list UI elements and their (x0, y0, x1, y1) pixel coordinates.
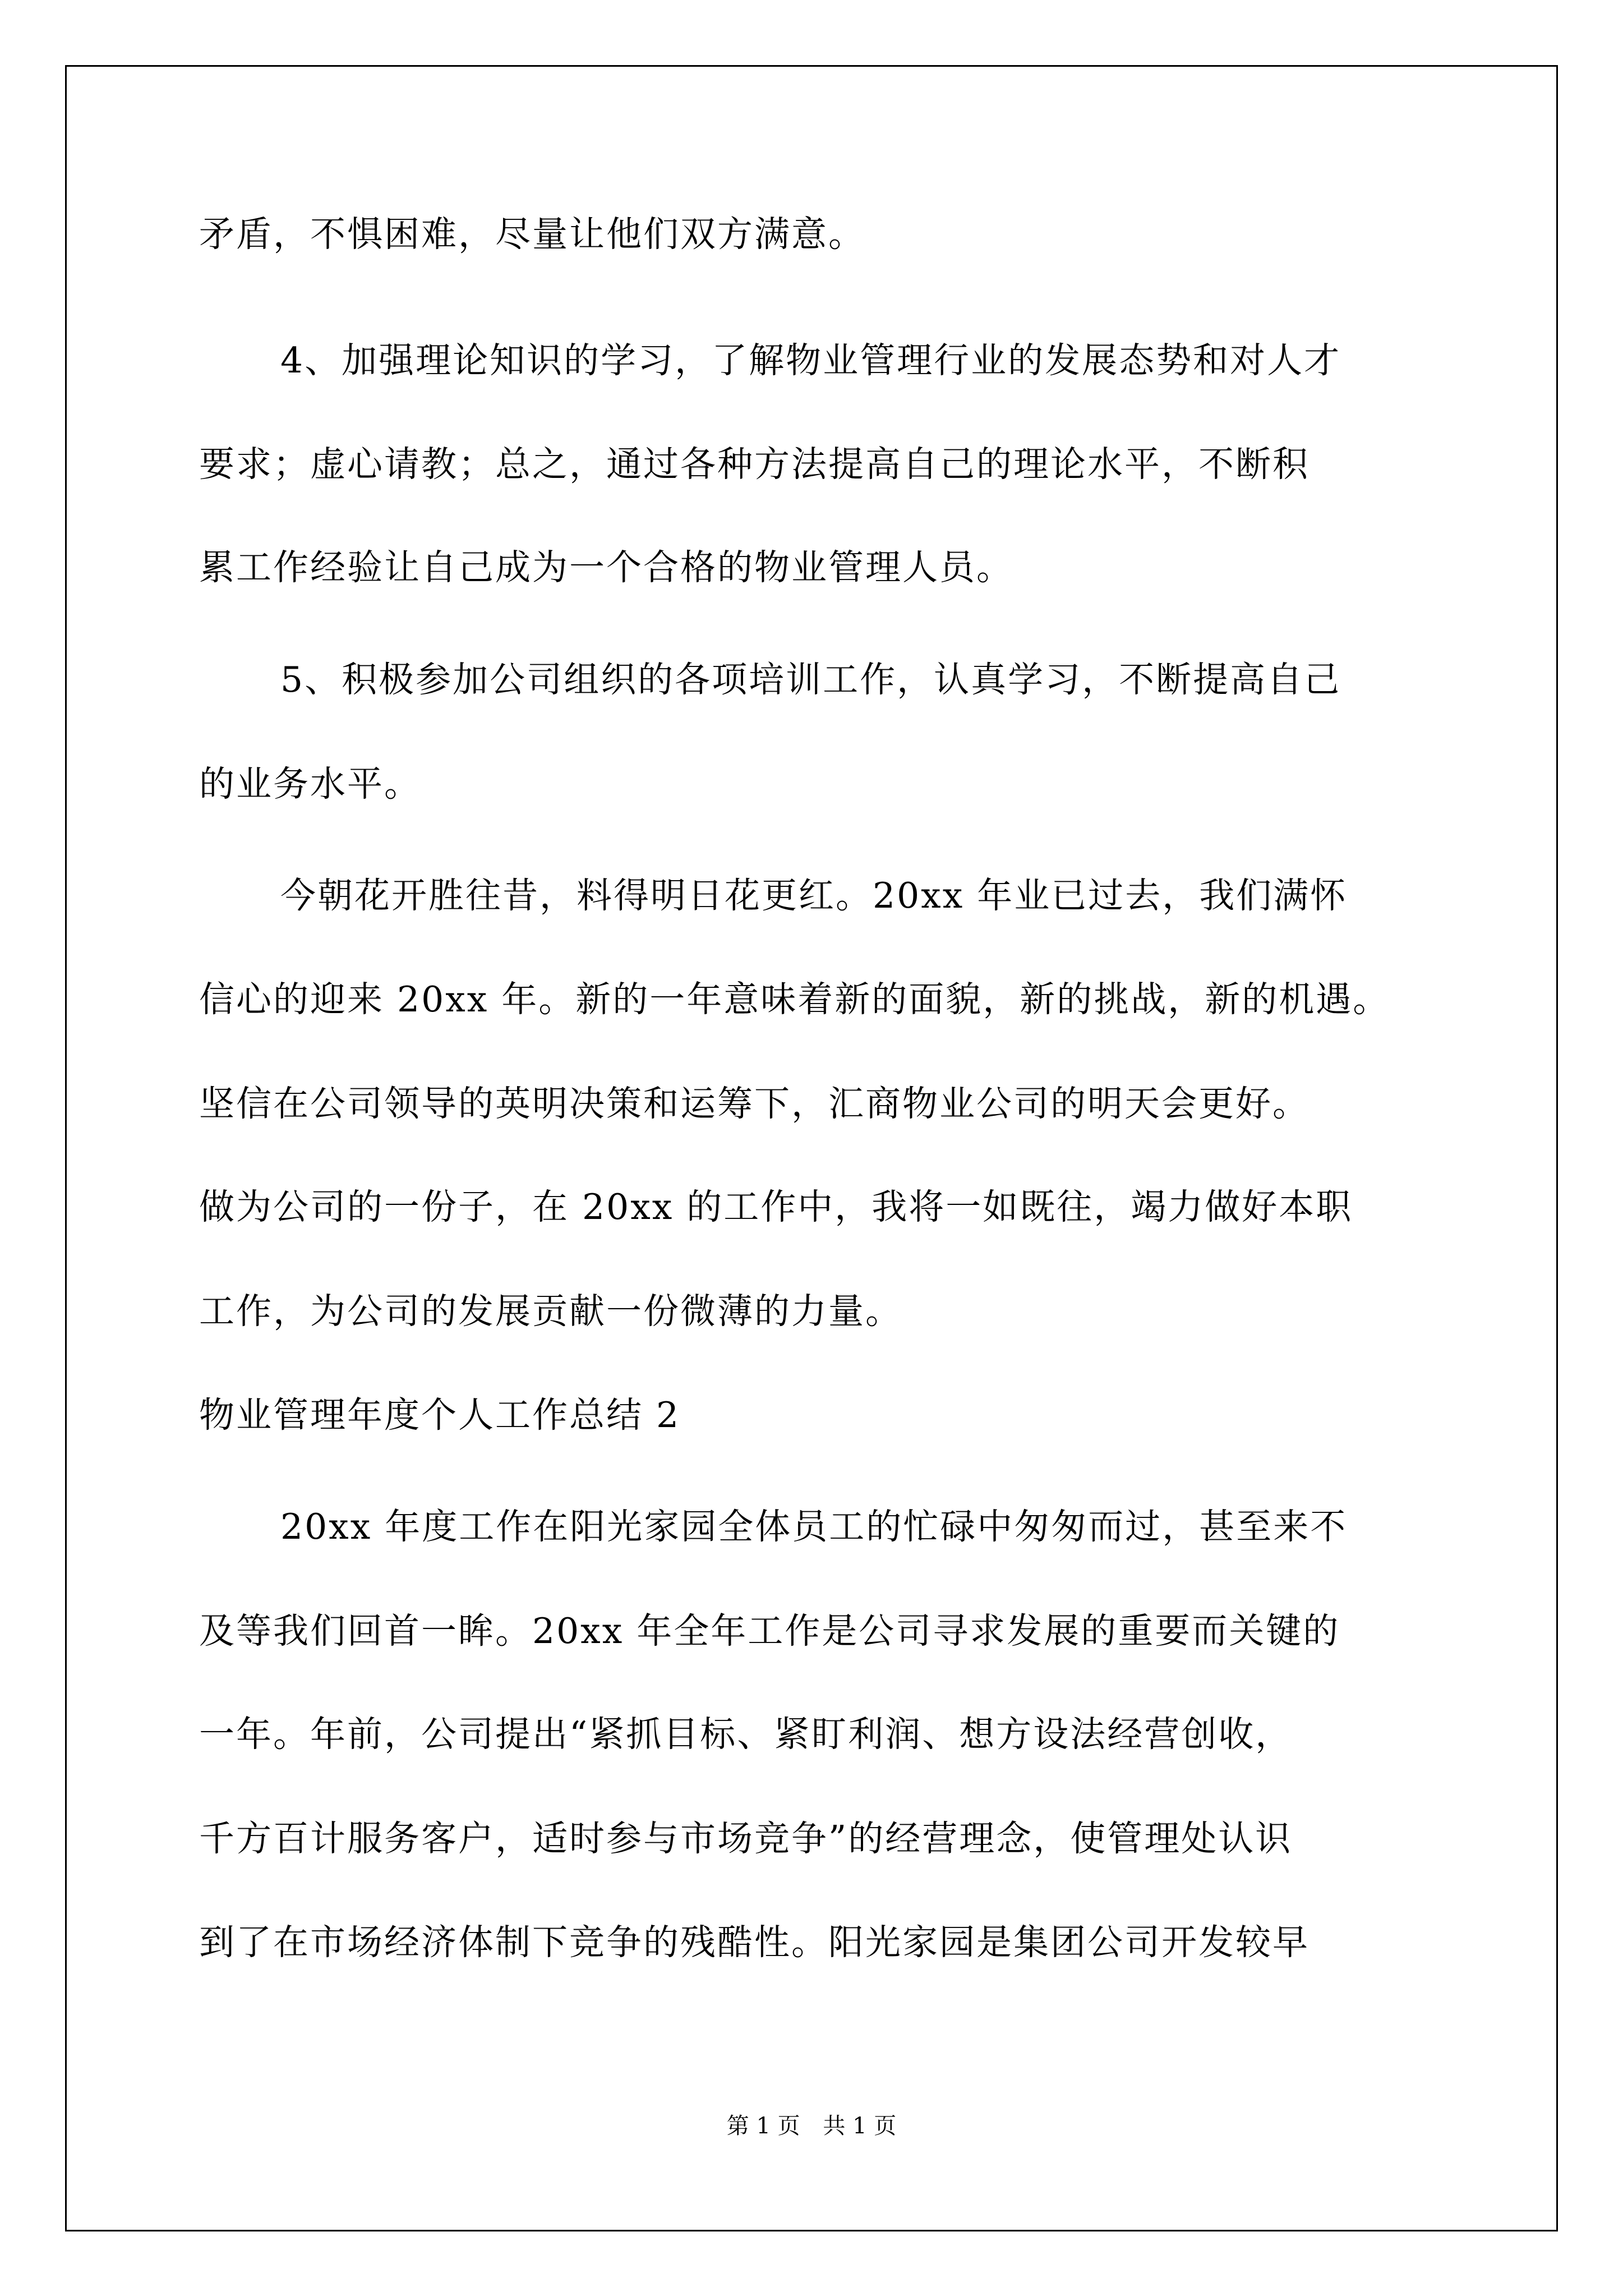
body-line: 千方百计服务客户，适时参与市场竞争”的经营理念，使管理处认识 (199, 1818, 1293, 1859)
body-line: 及等我们回首一眸。20xx 年全年工作是公司寻求发展的重要而关键的 (199, 1611, 1340, 1651)
body-line: 坚信在公司领导的英明决策和运筹下，汇商物业公司的明天会更好。 (199, 1083, 1310, 1124)
page-number: 第 1 页 (726, 2113, 800, 2139)
body-line: 要求；虚心请教；总之，通过各种方法提高自己的理论水平，不断积 (199, 444, 1310, 485)
body-line: 工作，为公司的发展贡献一份微薄的力量。 (199, 1291, 902, 1332)
body-line: 一年。年前，公司提出“紧抓目标、紧盯利润、想方设法经营创收， (199, 1714, 1293, 1755)
body-line: 累工作经验让自己成为一个合格的物业管理人员。 (199, 547, 1013, 588)
body-line: 今朝花开胜往昔，料得明日花更红。20xx 年业已过去，我们满怀 (280, 875, 1348, 916)
body-line: 的业务水平。 (199, 763, 421, 804)
page-total: 共 1 页 (823, 2113, 897, 2139)
body-line: 5、积极参加公司组织的各项培训工作，认真学习，不断提高自己 (280, 659, 1341, 700)
body-line: 到了在市场经济体制下竞争的残酷性。阳光家园是集团公司开发较早 (199, 1922, 1310, 1963)
page-border (65, 65, 1558, 2231)
body-line: 信心的迎来 20xx 年。新的一年意味着新的面貌，新的挑战，新的机遇。 (199, 979, 1390, 1020)
body-line: 矛盾，不惧困难，尽量让他们双方满意。 (199, 214, 865, 255)
body-line: 做为公司的一份子，在 20xx 的工作中，我将一如既往，竭力做好本职 (199, 1186, 1353, 1227)
section-heading: 物业管理年度个人工作总结 2 (199, 1395, 681, 1435)
page-footer (0, 2112, 1623, 2140)
body-line: 20xx 年度工作在阳光家园全体员工的忙碌中匆匆而过，甚至来不 (280, 1506, 1348, 1547)
body-line: 4、加强理论知识的学习，了解物业管理行业的发展态势和对人才 (280, 340, 1341, 381)
